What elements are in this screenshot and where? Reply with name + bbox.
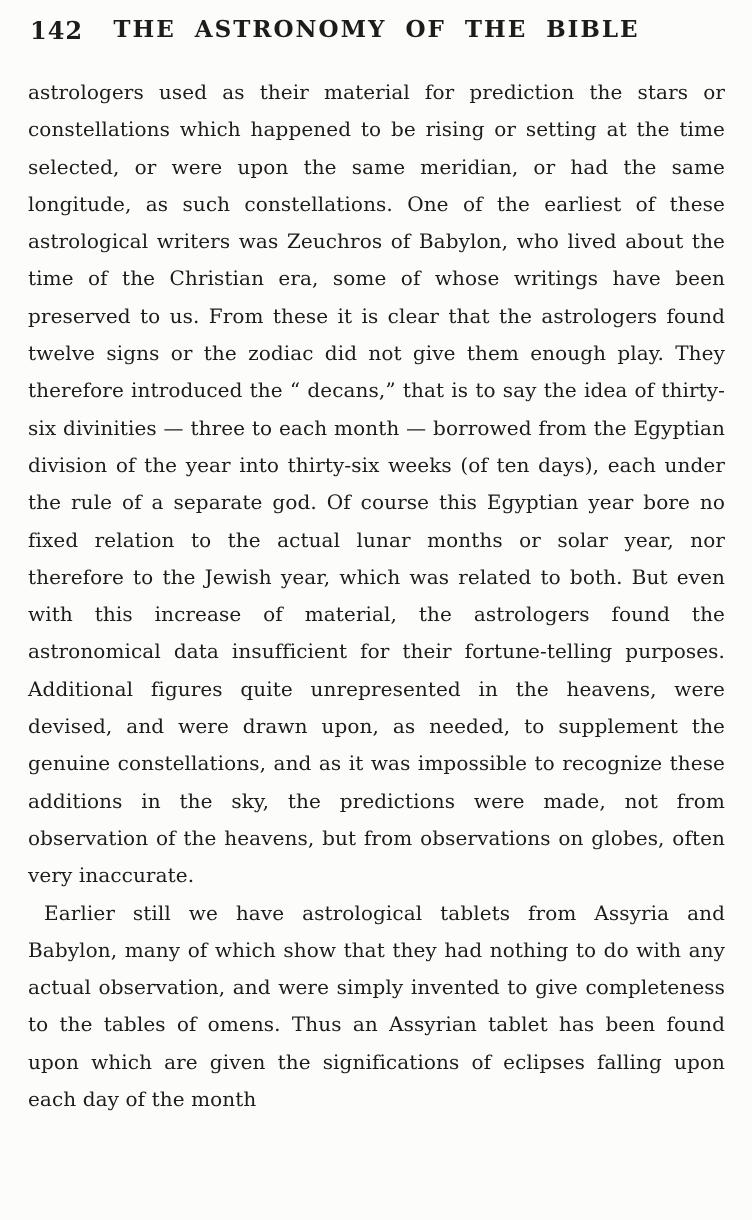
page-header	[28, 14, 725, 58]
running-title: THE ASTRONOMY OF THE BIBLE	[113, 16, 640, 43]
page-body	[28, 74, 725, 1118]
paragraph-earlier-still: Earlier still we have astrological tablets from Assyria and Babylon, many of which show that they had nothing to do with any actual observation, and were simply invented to give completeness to the tables of omens. Thus an Assyrian tablet has been found upon which are given the significations of eclipses falling upon each day of the month	[28, 900, 725, 1112]
paragraph-continuation: astrologers used as their material for prediction the stars or constellations which happened to be rising or setting at the time selected, or were upon the same meridian, or had the same longitude, as such constellations. One of the earliest of these astrological writers was Zeuchros of Babylon, who lived about the time of the Christian era, some of whose writings have been preserved to us. From these it is clear that the astrologers found twelve signs or the zodiac did not give them enough play. They therefore introduced the “ decans,” that is to say the idea of thirty-six divinities — three to each month — borrowed from the Egyptian division of the year into thirty-six weeks (of ten days), each under the rule of a separate god. Of course this Egyptian year bore no fixed relation to the actual lunar months or solar year, nor therefore to the Jewish year, which was related to both. But even with this increase of material, the astrologers found the astronomical data insufficient for their fortune-telling purposes. Additional figures quite unrepresented in the heavens, were devised, and were drawn upon, as needed, to supplement the genuine constellations, and as it was impossible to recognize these additions in the sky, the predictions were made, not from observation of the heavens, but from observations on globes, often very inaccurate.	[28, 80, 725, 888]
page-number: 142	[30, 16, 84, 45]
